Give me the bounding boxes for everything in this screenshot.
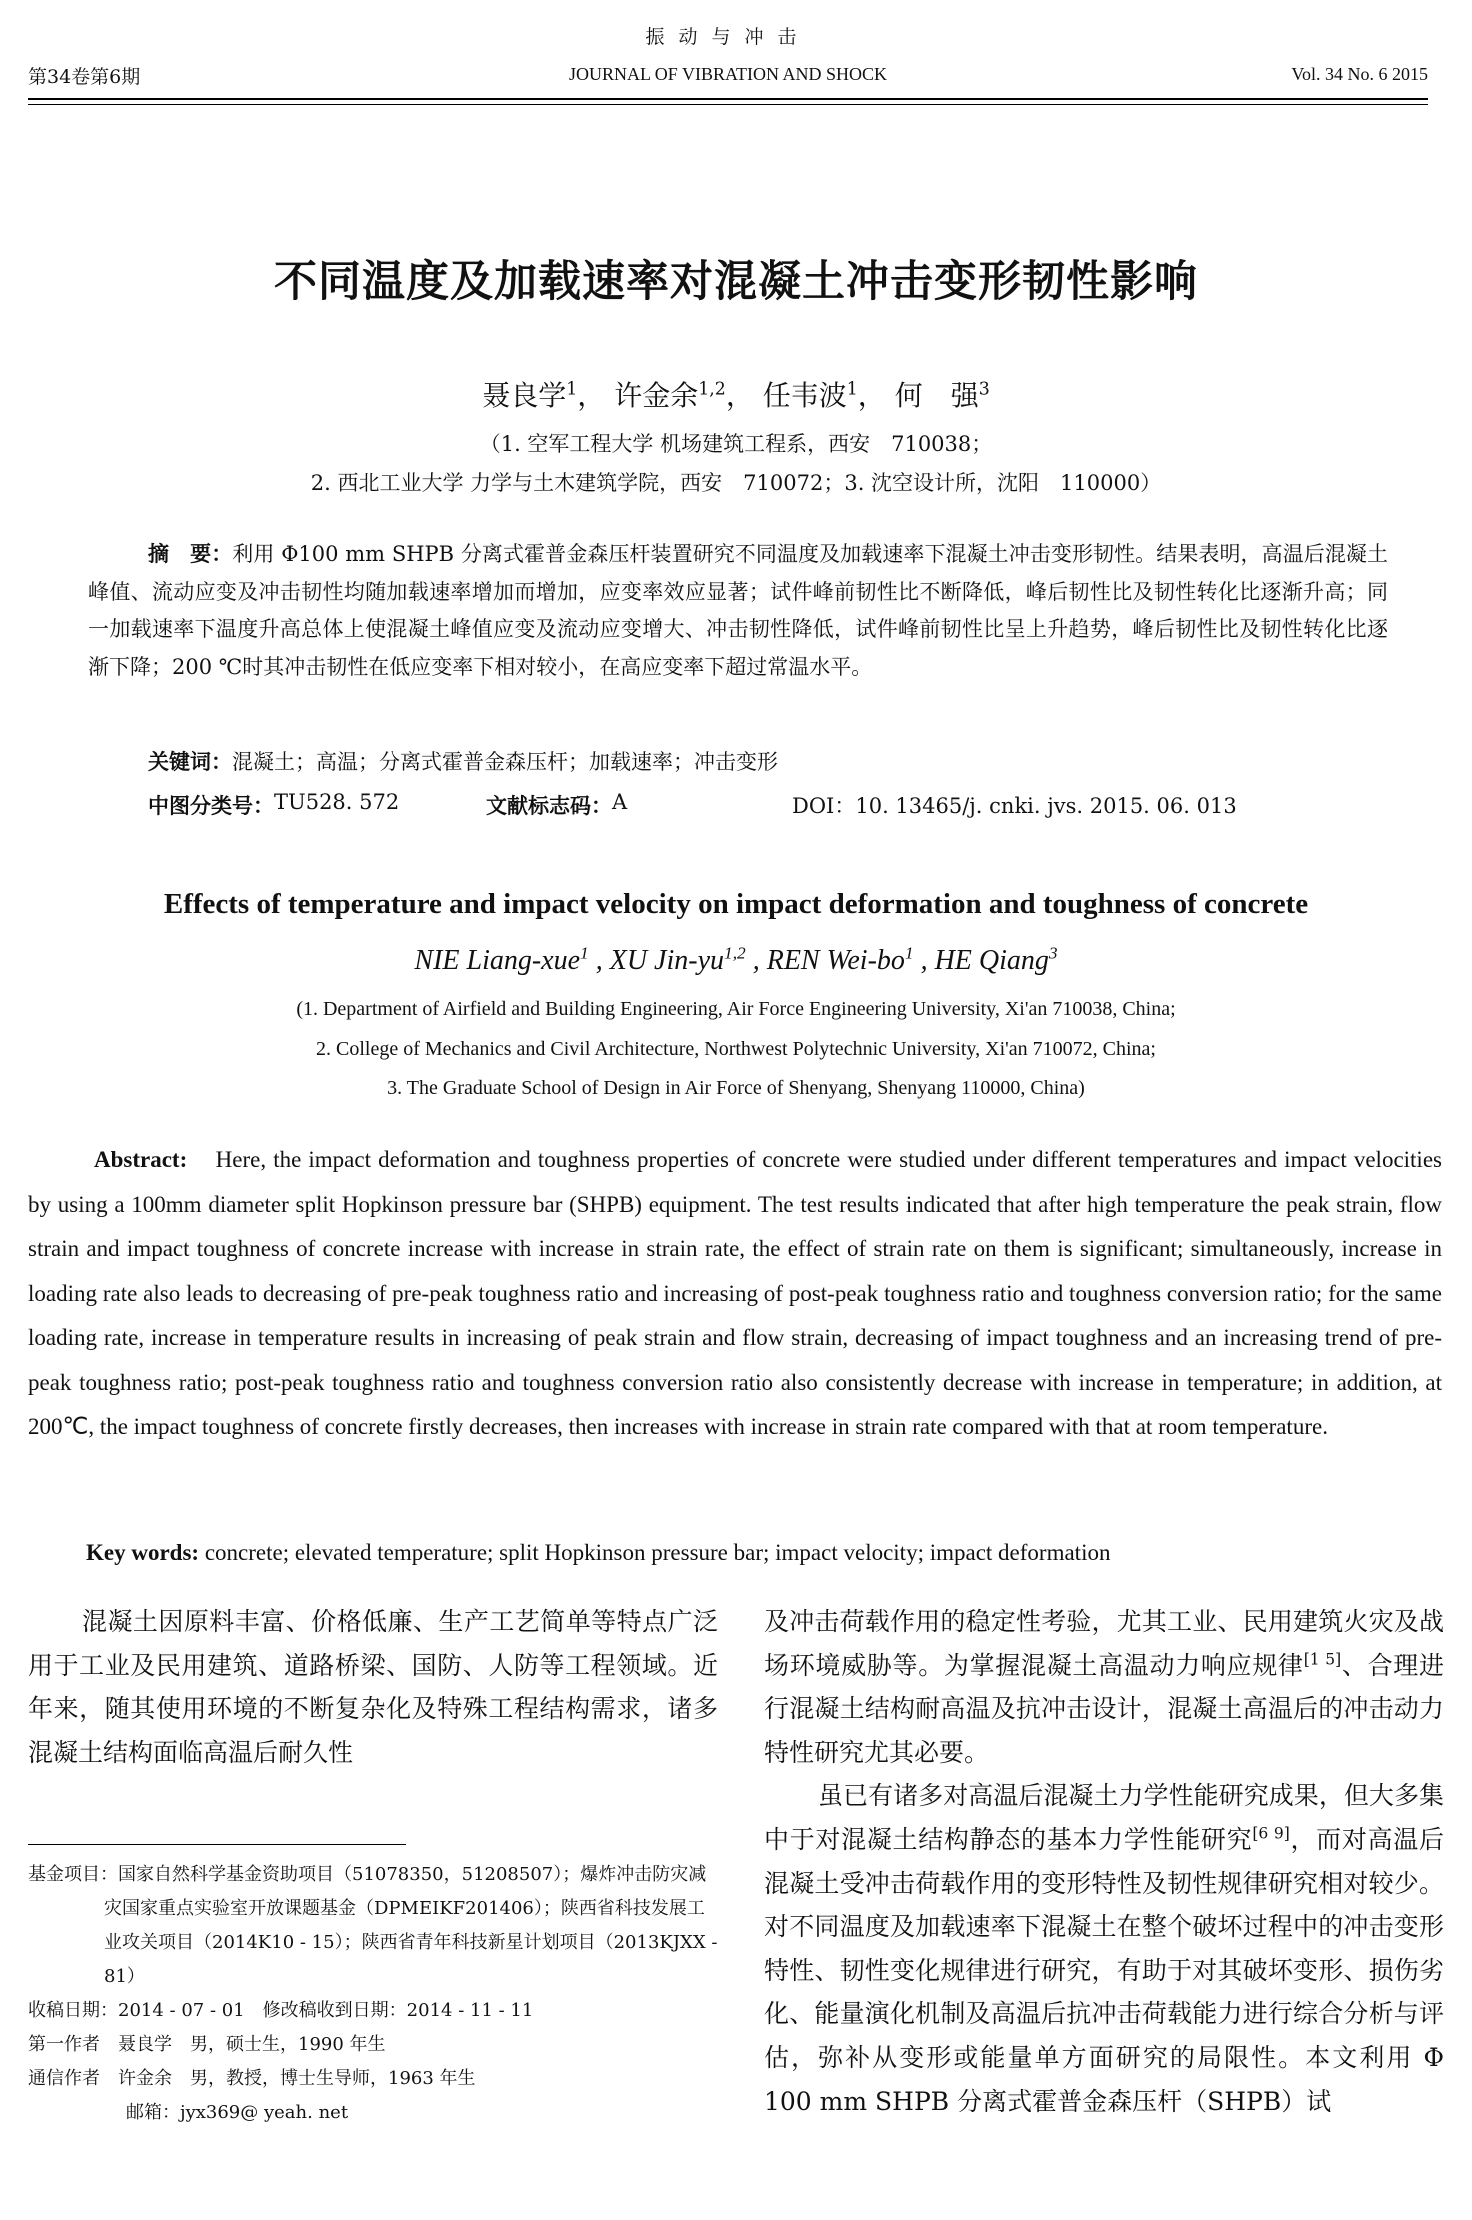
body-text: 及冲击荷载作用的稳定性考验，尤其工业、民用建筑火灾及战场环境威胁等。为掌握混凝土高温动力响应规律 (764, 1607, 1444, 1680)
keywords-text-cn: 混凝土；高温；分离式霍普金森压杆；加载速率；冲击变形 (232, 750, 778, 774)
author-affiliation-mark: 1 (580, 943, 589, 963)
footnotes (28, 1858, 718, 2130)
abstract-label-en: Abstract: (94, 1147, 188, 1172)
author-affiliation-mark: 1,2 (698, 379, 726, 400)
abstract-en (28, 1138, 1442, 1450)
author-name: 何 强 (894, 379, 979, 412)
author-name: HE Qiang (934, 945, 1049, 976)
body-text: 虽已有诸多对高温后混凝土力学性能研究成果，但大多集中于对混凝土结构静态的基本力学性能研究 (764, 1781, 1444, 1854)
classification-line (148, 790, 1248, 820)
author-affiliation-mark: 3 (978, 379, 990, 400)
affiliation-en: 2. College of Mechanics and Civil Architecture, Northwest Polytechnic University, Xi'an 710072, China; (316, 1038, 1156, 1060)
author-affiliation-mark: 1 (566, 379, 578, 400)
abstract-cn (88, 535, 1388, 686)
header-rule-thin (28, 104, 1428, 105)
doi: DOI：10. 13465/j. cnki. jvs. 2015. 06. 013 (792, 794, 1237, 818)
journal-name-en: JOURNAL OF VIBRATION AND SHOCK (568, 64, 888, 84)
author-affiliation-mark: 1 (904, 943, 914, 963)
body-paragraph (764, 1600, 1444, 1774)
author-name: REN Wei-bo (766, 945, 905, 976)
body-paragraph: 混凝土因原料丰富、价格低廉、生产工艺简单等特点广泛用于工业及民用建筑、道路桥梁、国防、人防等工程领域。近年来，随其使用环境的不断复杂化及特殊工程结构需求，诸多混凝土结构面临高温后耐久性 (28, 1607, 718, 1767)
footnote-email: 邮箱：jyx369@ yeah. net (126, 2102, 349, 2123)
affiliation-en: 3. The Graduate School of Design in Air Force of Shenyang, Shenyang 110000, China) (387, 1077, 1085, 1099)
keywords-label-en: Key words: (86, 1540, 200, 1565)
body-text: ，而对高温后混凝土受冲击荷载作用的变形特性及韧性规律研究相对较少。对不同温度及加载速率下混凝土在整个破坏过程中的冲击变形特性、韧性变化规律进行研究，有助于对其破坏变形、损伤劣化、能量演化机制及高温后抗冲击荷载能力进行综合分析与评估，弥补从变形或能量单方面研究的局限性。本文利用 Φ 100 mm SHPB 分离式霍普金森压杆（SHPB）试 (764, 1824, 1444, 2116)
author-name: NIE Liang-xue (414, 945, 581, 976)
abstract-label-cn: 摘 要： (148, 541, 233, 566)
author-separator: , (588, 945, 610, 976)
abstract-text-cn: 利用 Φ100 mm SHPB 分离式霍普金森压杆装置研究不同温度及加载速率下混凝土冲击变形韧性。结果表明，高温后混凝土峰值、流动应变及冲击韧性均随加载速率增加而增加，应变率效应显著；试件峰前韧性比不断降低，峰后韧性比及韧性转化比逐渐升高；同一加载速率下温度升高总体上使混凝土峰值应变及流动应变增大、冲击韧性降低，试件峰前韧性比呈上升趋势，峰后韧性比及韧性转化比逐渐下降；200 ℃时其冲击韧性在低应变率下相对较小，在高应变率下超过常温水平。 (88, 542, 1388, 679)
keywords-text-en: concrete; elevated temperature; split Hopkinson pressure bar; impact velocity; impact deformation (204, 1540, 1111, 1565)
footnote-funding: 基金项目：国家自然科学基金资助项目（51078350，51208507）；爆炸冲击防灾减灾国家重点实验室开放课题基金（DPMEIKF201406）；陕西省科技发展工业攻关项目（2014K10 - 15）；陕西省青年科技新星计划项目（2013KJXX - 81） (28, 1864, 718, 1987)
paper-title-cn: 不同温度及加载速率对混凝土冲击变形韧性影响 (274, 257, 1198, 307)
header-rule-thick (28, 98, 1428, 100)
footnote-rule (28, 1844, 406, 1845)
journal-header (28, 22, 1428, 102)
author-separator: ， (577, 379, 606, 412)
keywords-en (86, 1540, 1110, 1566)
author-affiliation-mark: 3 (1048, 943, 1058, 963)
author-name: 聂良学 (482, 379, 567, 412)
clc-code: TU528. 572 (274, 790, 400, 814)
doc-code: A (612, 790, 628, 814)
paper-title-en: Effects of temperature and impact velocity on impact deformation and toughness of concrete (163, 888, 1309, 920)
author-separator: , (745, 945, 767, 976)
author-separator: ， (857, 379, 886, 412)
keywords-cn (148, 746, 778, 776)
citation-ref: [6 9] (1252, 1824, 1290, 1843)
citation-ref: [1 5] (1303, 1650, 1342, 1669)
body-text: 、合理进行混凝土结构耐高温及抗冲击设计，混凝土高温后的冲击动力特性研究尤其必要。 (764, 1650, 1444, 1767)
footnote-corresponding: 通信作者 许金余 男，教授，博士生导师，1963 年生 (28, 2068, 476, 2089)
author-separator: , (913, 945, 935, 976)
doc-code-label: 文献标志码： (486, 793, 612, 818)
volume-issue-en: Vol. 34 No. 6 2015 (1291, 64, 1428, 84)
body-column-left (28, 1600, 718, 1774)
footnote-first-author: 第一作者 聂良学 男，硕士生，1990 年生 (28, 2034, 386, 2055)
author-name: XU Jin-yu (609, 945, 725, 976)
affiliation-cn: 2. 西北工业大学 力学与土木建筑学院，西安 710072；3. 沈空设计所，沈阳 110000） (310, 471, 1162, 495)
author-name: 许金余 (614, 379, 699, 412)
journal-name-cn: 振动与冲击 (645, 26, 811, 48)
body-paragraph (764, 1774, 1444, 2123)
doc-code-group (486, 790, 628, 820)
author-affiliation-mark: 1 (846, 379, 858, 400)
affiliation-cn: （1. 空军工程大学 机场建筑工程系，西安 710038； (479, 432, 993, 456)
clc-label: 中图分类号： (148, 793, 274, 818)
clc-group (148, 790, 400, 820)
volume-issue-cn: 第34卷第6期 (28, 66, 141, 88)
keywords-label-cn: 关键词： (148, 749, 232, 774)
abstract-text-en: Here, the impact deformation and toughness properties of concrete were studied under different temperatures and impact velocities by using a 100mm diameter split Hopkinson pressure bar (SHPB) equipment. The test results indicated that after high temperature the peak strain, flow strain and impact toughness of concrete increase with increase in strain rate, the effect of strain rate on them is significant; simultaneously, increase in loading rate also leads to decreasing of pre-peak toughness ratio and increasing of post-peak toughness ratio and toughness conversion ratio; for the same loading rate, increase in temperature results in increasing of peak strain and flow strain, decreasing of impact toughness and an increasing trend of pre-peak toughness ratio; post-peak toughness ratio and toughness conversion ratio also consistently decrease with increase in temperature; in addition, at 200℃, the impact toughness of concrete firstly decreases, then increases with increase in strain rate compared with that at room temperature. (28, 1147, 1442, 1439)
author-name: 任韦波 (762, 379, 847, 412)
footnote-received: 收稿日期：2014 - 07 - 01 修改稿收到日期：2014 - 11 - 11 (28, 2000, 534, 2021)
author-separator: ， (725, 379, 754, 412)
body-column-right (764, 1600, 1444, 2123)
author-list-cn (0, 374, 1472, 414)
author-affiliation-mark: 1,2 (724, 943, 746, 963)
author-list-en (0, 945, 1472, 977)
affiliation-en: (1. Department of Airfield and Building Engineering, Air Force Engineering University, Xi'an 710038, China; (296, 998, 1176, 1020)
